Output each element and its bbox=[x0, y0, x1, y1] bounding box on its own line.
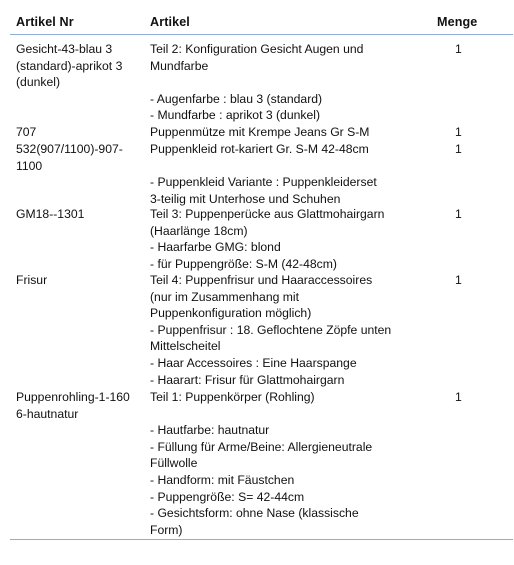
row-artikel-nr bbox=[16, 206, 84, 223]
artikel-nr-line: 532(907/1100)-907- bbox=[16, 142, 123, 156]
row-menge: 1 bbox=[455, 273, 462, 287]
row-menge: 1 bbox=[455, 207, 462, 221]
artikel-nr-line: (dunkel) bbox=[16, 75, 61, 90]
description-line: - Gesichtsform: ohne Nase (klassische bbox=[150, 506, 359, 521]
row-artikel-nr bbox=[16, 41, 122, 91]
artikel-nr-line: Frisur bbox=[16, 273, 48, 287]
description-line: (nur im Zusammenhang mit bbox=[150, 289, 300, 304]
artikel-nr-line: 1100 bbox=[16, 158, 43, 173]
row-artikel-description bbox=[150, 141, 377, 207]
description-line: - Handform: mit Fäustchen bbox=[150, 472, 295, 487]
description-line: - Augenfarbe : blau 3 (standard) bbox=[150, 91, 323, 106]
header-menge: Menge bbox=[437, 15, 478, 29]
description-line: - Mundfarbe : aprikot 3 (dunkel) bbox=[150, 108, 321, 123]
row-artikel-description bbox=[150, 272, 391, 388]
description-line: Teil 4: Puppenfrisur und Haaraccessoires bbox=[150, 273, 373, 287]
artikel-nr-line: Puppenrohling-1-160 bbox=[16, 390, 130, 404]
description-line: Puppenmütze mit Krempe Jeans Gr S-M bbox=[150, 125, 370, 139]
row-menge: 1 bbox=[455, 390, 462, 404]
description-line: - Puppengröße: S= 42-44cm bbox=[150, 489, 305, 504]
description-spacer bbox=[150, 158, 377, 175]
table-bottom-divider bbox=[10, 539, 513, 540]
header-divider bbox=[10, 34, 513, 35]
artikel-nr-line: (standard)-aprikot 3 bbox=[16, 58, 123, 73]
row-artikel-nr bbox=[16, 124, 36, 141]
description-line: 3-teilig mit Unterhose und Schuhen bbox=[150, 191, 341, 206]
description-line: (Haarlänge 18cm) bbox=[150, 223, 248, 238]
description-line: Mittelscheitel bbox=[150, 339, 221, 354]
row-artikel-description bbox=[150, 389, 372, 538]
description-line: - Haarart: Frisur für Glattmohairgarn bbox=[150, 372, 345, 387]
row-artikel-nr bbox=[16, 141, 123, 174]
row-artikel-nr bbox=[16, 389, 130, 422]
description-line: Mundfarbe bbox=[150, 58, 209, 73]
header-artikel-nr: Artikel Nr bbox=[16, 15, 74, 29]
artikel-nr-line: 6-hautnatur bbox=[16, 406, 79, 421]
row-artikel-description bbox=[150, 206, 384, 272]
artikel-nr-line: Gesicht-43-blau 3 bbox=[16, 42, 113, 56]
description-line: - Haar Accessoires : Eine Haarspange bbox=[150, 355, 357, 370]
row-artikel-nr bbox=[16, 272, 47, 289]
row-menge: 1 bbox=[455, 142, 462, 156]
description-line: Form) bbox=[150, 522, 183, 537]
description-spacer bbox=[150, 74, 363, 91]
description-line: - Puppenfrisur : 18. Geflochtene Zöpfe unten bbox=[150, 322, 392, 337]
description-line: - Haarfarbe GMG: blond bbox=[150, 240, 281, 255]
description-line: Füllwolle bbox=[150, 456, 198, 471]
artikel-nr-line: GM18--1301 bbox=[16, 207, 85, 221]
description-line: Puppenkonfiguration möglich) bbox=[150, 306, 312, 321]
row-menge: 1 bbox=[455, 42, 462, 56]
description-line: - für Puppengröße: S-M (42-48cm) bbox=[150, 256, 337, 271]
description-line: Teil 1: Puppenkörper (Rohling) bbox=[150, 390, 315, 404]
header-artikel: Artikel bbox=[150, 15, 190, 29]
row-artikel-description bbox=[150, 124, 369, 141]
description-line: - Füllung für Arme/Beine: Allergieneutrale bbox=[150, 439, 373, 454]
description-line: - Puppenkleid Variante : Puppenkleiderset bbox=[150, 175, 377, 190]
row-menge: 1 bbox=[455, 125, 462, 139]
description-line: Puppenkleid rot-kariert Gr. S-M 42-48cm bbox=[150, 142, 369, 156]
row-artikel-description bbox=[150, 41, 363, 124]
artikel-nr-line: 707 bbox=[16, 125, 37, 139]
description-line: - Hautfarbe: hautnatur bbox=[150, 423, 270, 438]
description-spacer bbox=[150, 406, 372, 423]
description-line: Teil 2: Konfiguration Gesicht Augen und bbox=[150, 42, 364, 56]
description-line: Teil 3: Puppenperücke aus Glattmohairgarn bbox=[150, 207, 385, 221]
